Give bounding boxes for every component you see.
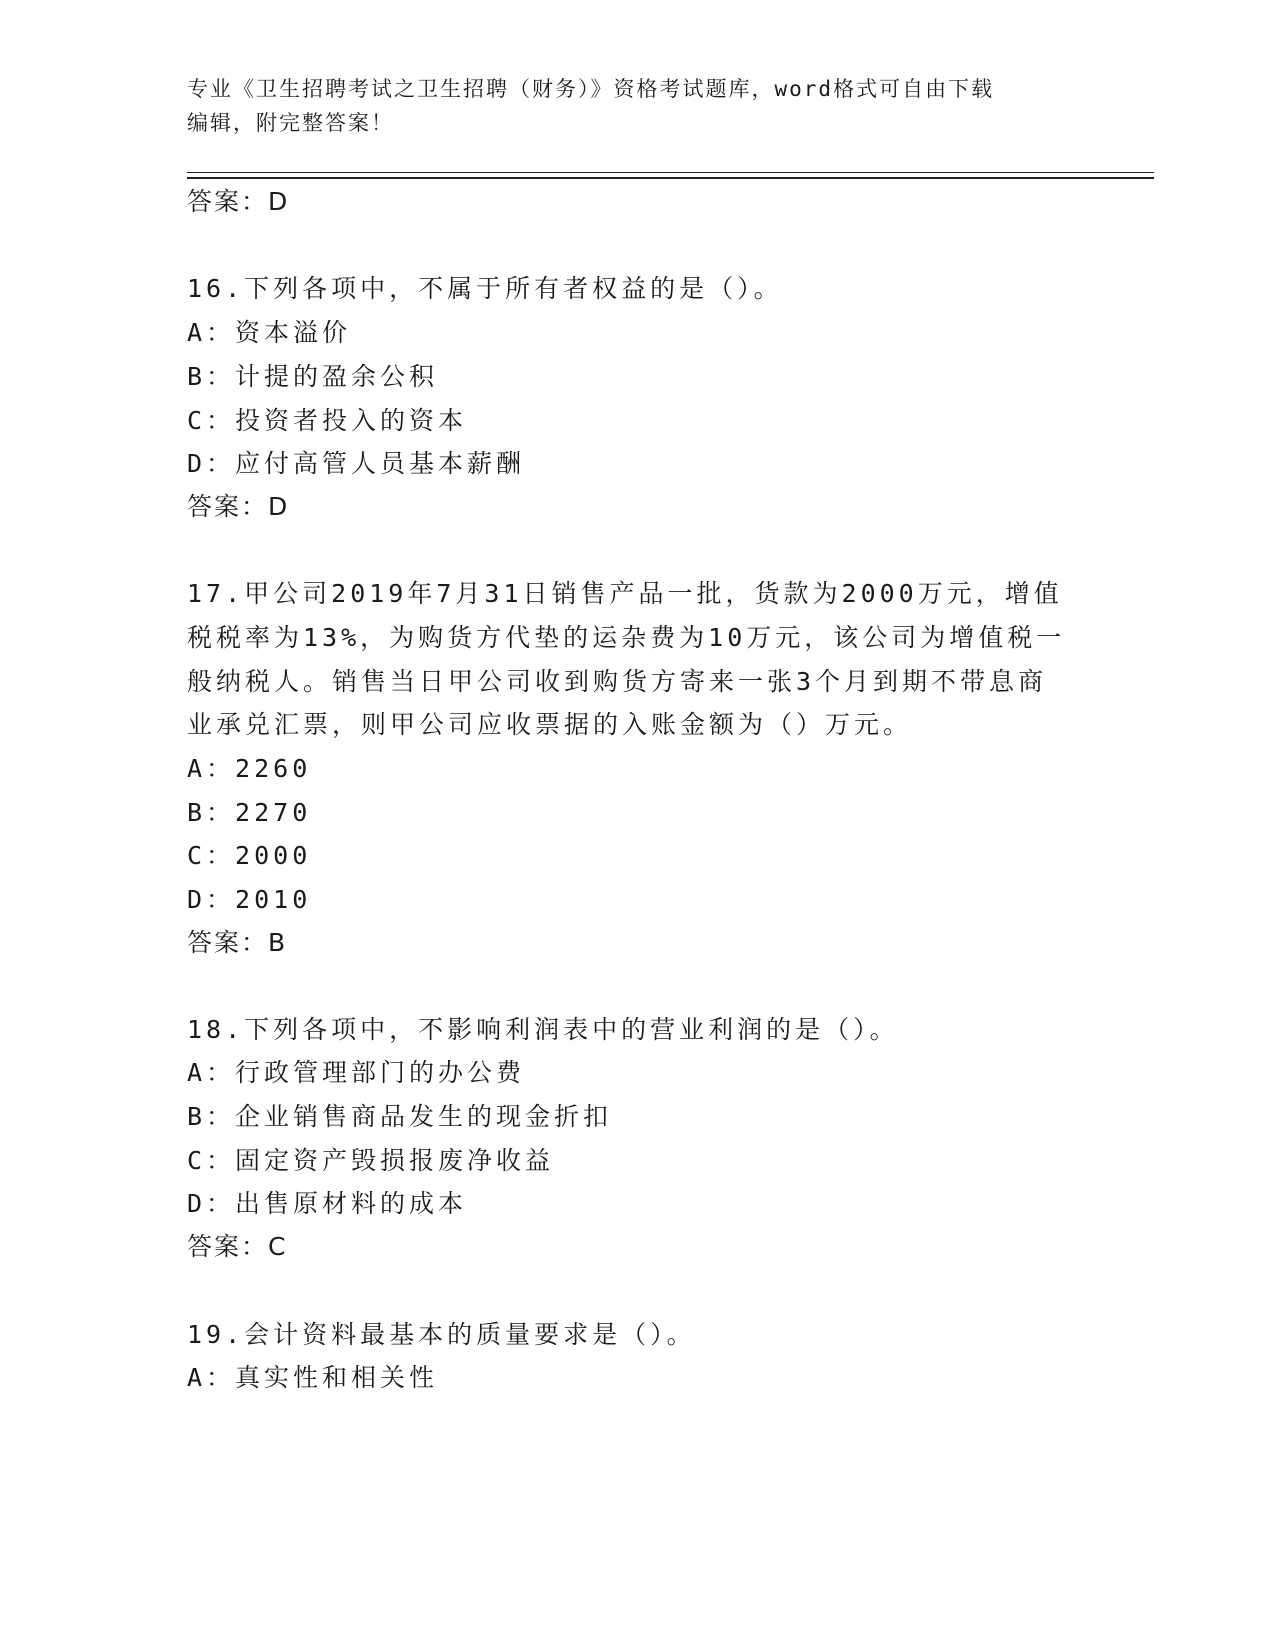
question-17-text-line-1: 17.甲公司2019年7月31日销售产品一批，货款为2000万元，增值 xyxy=(187,579,1063,608)
document-header xyxy=(187,72,1087,140)
question-18-option-a: A：行政管理部门的办公费 xyxy=(187,1058,526,1087)
question-19-text: 19.会计资料最基本的质量要求是（）。 xyxy=(187,1320,696,1349)
question-17-option-b: B：2270 xyxy=(187,798,312,827)
header-rule-thick xyxy=(187,177,1154,179)
question-17-option-d: D：2010 xyxy=(187,885,312,914)
header-rule-thin xyxy=(187,172,1154,173)
question-17-option-c: C：2000 xyxy=(187,841,312,870)
question-16-option-d: D：应付高管人员基本薪酬 xyxy=(187,449,526,478)
question-18-option-d: D：出售原材料的成本 xyxy=(187,1189,468,1218)
question-17-answer: 答案：B xyxy=(187,928,288,957)
question-18-option-b: B：企业销售商品发生的现金折扣 xyxy=(187,1102,613,1131)
question-19-option-a: A：真实性和相关性 xyxy=(187,1363,439,1392)
previous-answer: 答案：D xyxy=(187,187,290,216)
question-17-option-a: A：2260 xyxy=(187,754,312,783)
header-line-2: 编辑，附完整答案！ xyxy=(187,111,394,135)
question-17-text-line-3: 般纳税人。销售当日甲公司收到购货方寄来一张3个月到期不带息商 xyxy=(187,667,1048,696)
question-17-text-line-4: 业承兑汇票，则甲公司应收票据的入账金额为（）万元。 xyxy=(187,710,913,739)
question-16-option-c: C：投资者投入的资本 xyxy=(187,406,468,435)
question-16-answer: 答案：D xyxy=(187,492,290,521)
question-18-answer: 答案：C xyxy=(187,1232,288,1261)
question-16-option-a: A：资本溢价 xyxy=(187,318,352,347)
question-18-text: 18.下列各项中，不影响利润表中的营业利润的是（）。 xyxy=(187,1015,899,1044)
question-18-option-c: C：固定资产毁损报废净收益 xyxy=(187,1146,555,1175)
header-line-1: 专业《卫生招聘考试之卫生招聘（财务）》资格考试题库，word格式可自由下载 xyxy=(187,77,995,101)
question-16-text: 16.下列各项中，不属于所有者权益的是（）。 xyxy=(187,274,783,303)
question-17-text-line-2: 税税率为13%，为购货方代垫的运杂费为10万元，该公司为增值税一 xyxy=(187,623,1066,652)
question-16-option-b: B：计提的盈余公积 xyxy=(187,362,439,391)
